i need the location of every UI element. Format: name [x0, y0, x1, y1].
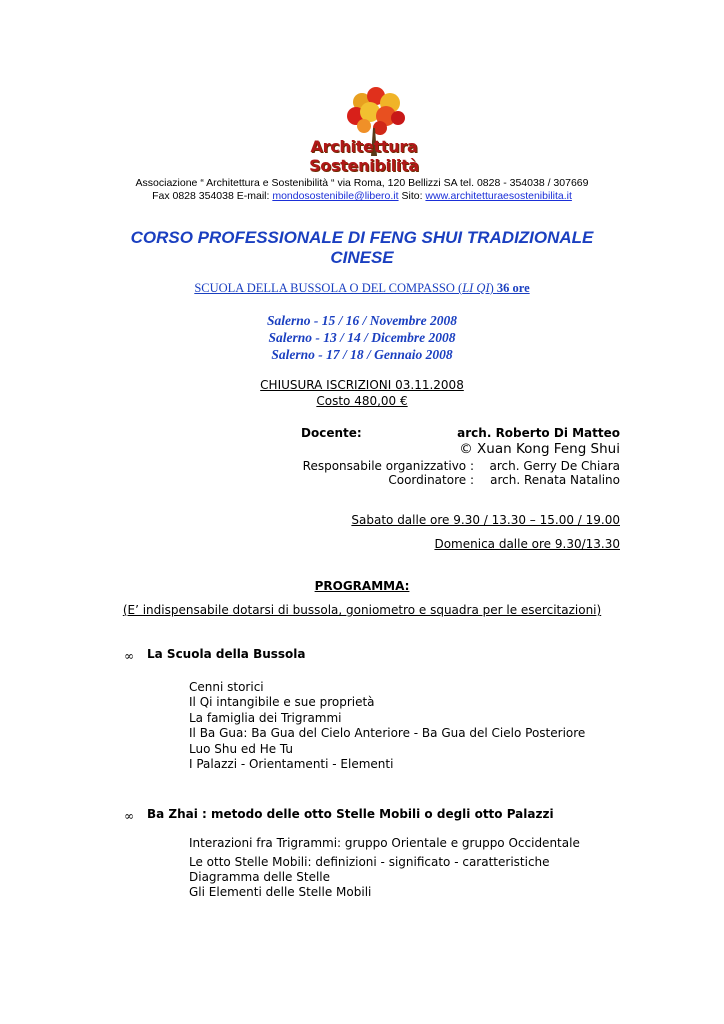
teacher-name: arch. Roberto Di Matteo [457, 426, 620, 440]
coordinator-name: arch. Renata Natalino [490, 473, 620, 487]
contact-line [0, 190, 724, 202]
section-heading [124, 647, 134, 665]
course-cost: Costo 480,00 € [316, 394, 408, 408]
infinity-bullet-icon: ∞ [124, 809, 134, 823]
list-item: Interazioni fra Trigrammi: gruppo Orientale e gruppo Occidentale [189, 836, 580, 850]
site-label: Sito: [401, 190, 423, 202]
list-item: Il Qi intangibile e sue proprietà [189, 695, 375, 709]
saturday-schedule: Sabato dalle ore 9.30 / 13.30 – 15.00 / 19.00 [351, 513, 620, 527]
infinity-bullet-icon: ∞ [124, 649, 134, 663]
list-item: Cenni storici [189, 680, 264, 694]
list-item: La famiglia dei Trigrammi [189, 711, 342, 725]
list-item: Il Ba Gua: Ba Gua del Cielo Anteriore - Ba Gua del Cielo Posteriore [189, 726, 586, 740]
organizer-label: Responsabile organizzativo : [302, 459, 474, 473]
website-link[interactable]: www.architetturaesostenibilita.it [425, 190, 572, 202]
list-item: Diagramma delle Stelle [189, 870, 330, 884]
organizer-name: arch. Gerry De Chiara [489, 459, 620, 473]
coordinator-label: Coordinatore : [388, 473, 474, 487]
date-item: Salerno - 13 / 14 / Dicembre 2008 [268, 330, 456, 345]
list-item: Luo Shu ed He Tu [189, 742, 294, 756]
course-hours: 36 ore [496, 281, 530, 295]
section-title: La Scuola della Bussola [147, 647, 306, 661]
copyright-notice: © Xuan Kong Feng Shui [459, 441, 620, 457]
association-address: Associazione “ Architettura e Sostenibilità “ via Roma, 120 Bellizzi SA tel. 0828 - 354038 / 307669 [135, 177, 589, 189]
email-link[interactable]: mondosostenibile@libero.it [272, 190, 399, 202]
teacher-label: Docente: [301, 426, 362, 440]
list-item: Gli Elementi delle Stelle Mobili [189, 885, 372, 899]
course-subtitle [0, 281, 724, 296]
program-heading: PROGRAMMA: [314, 579, 410, 593]
date-item: Salerno - 15 / 16 / Novembre 2008 [266, 313, 458, 328]
section-title: Ba Zhai : metodo delle otto Stelle Mobili o degli otto Palazzi [147, 807, 554, 821]
list-item: I Palazzi - Orientamenti - Elementi [189, 757, 394, 771]
list-item: Le otto Stelle Mobili: definizioni - significato - caratteristiche [189, 855, 550, 869]
course-title-line2: CINESE [330, 248, 394, 267]
program-note: (E’ indispensabile dotarsi di bussola, goniometro e squadra per le esercitazioni) [122, 603, 602, 617]
logo-wordmark: Architettura Sostenibilità [309, 137, 419, 175]
fax-email-label: Fax 0828 354038 E-mail: [152, 190, 270, 202]
school-name: SCUOLA DELLA BUSSOLA O DEL COMPASSO (LI QI) [194, 281, 497, 295]
section-heading [124, 807, 134, 825]
sunday-schedule: Domenica dalle ore 9.30/13.30 [434, 537, 620, 551]
date-item: Salerno - 17 / 18 / Gennaio 2008 [271, 347, 453, 362]
course-title-line1: CORSO PROFESSIONALE DI FENG SHUI TRADIZIONALE [130, 228, 594, 247]
enrollment-closing: CHIUSURA ISCRIZIONI 03.11.2008 [260, 378, 464, 392]
